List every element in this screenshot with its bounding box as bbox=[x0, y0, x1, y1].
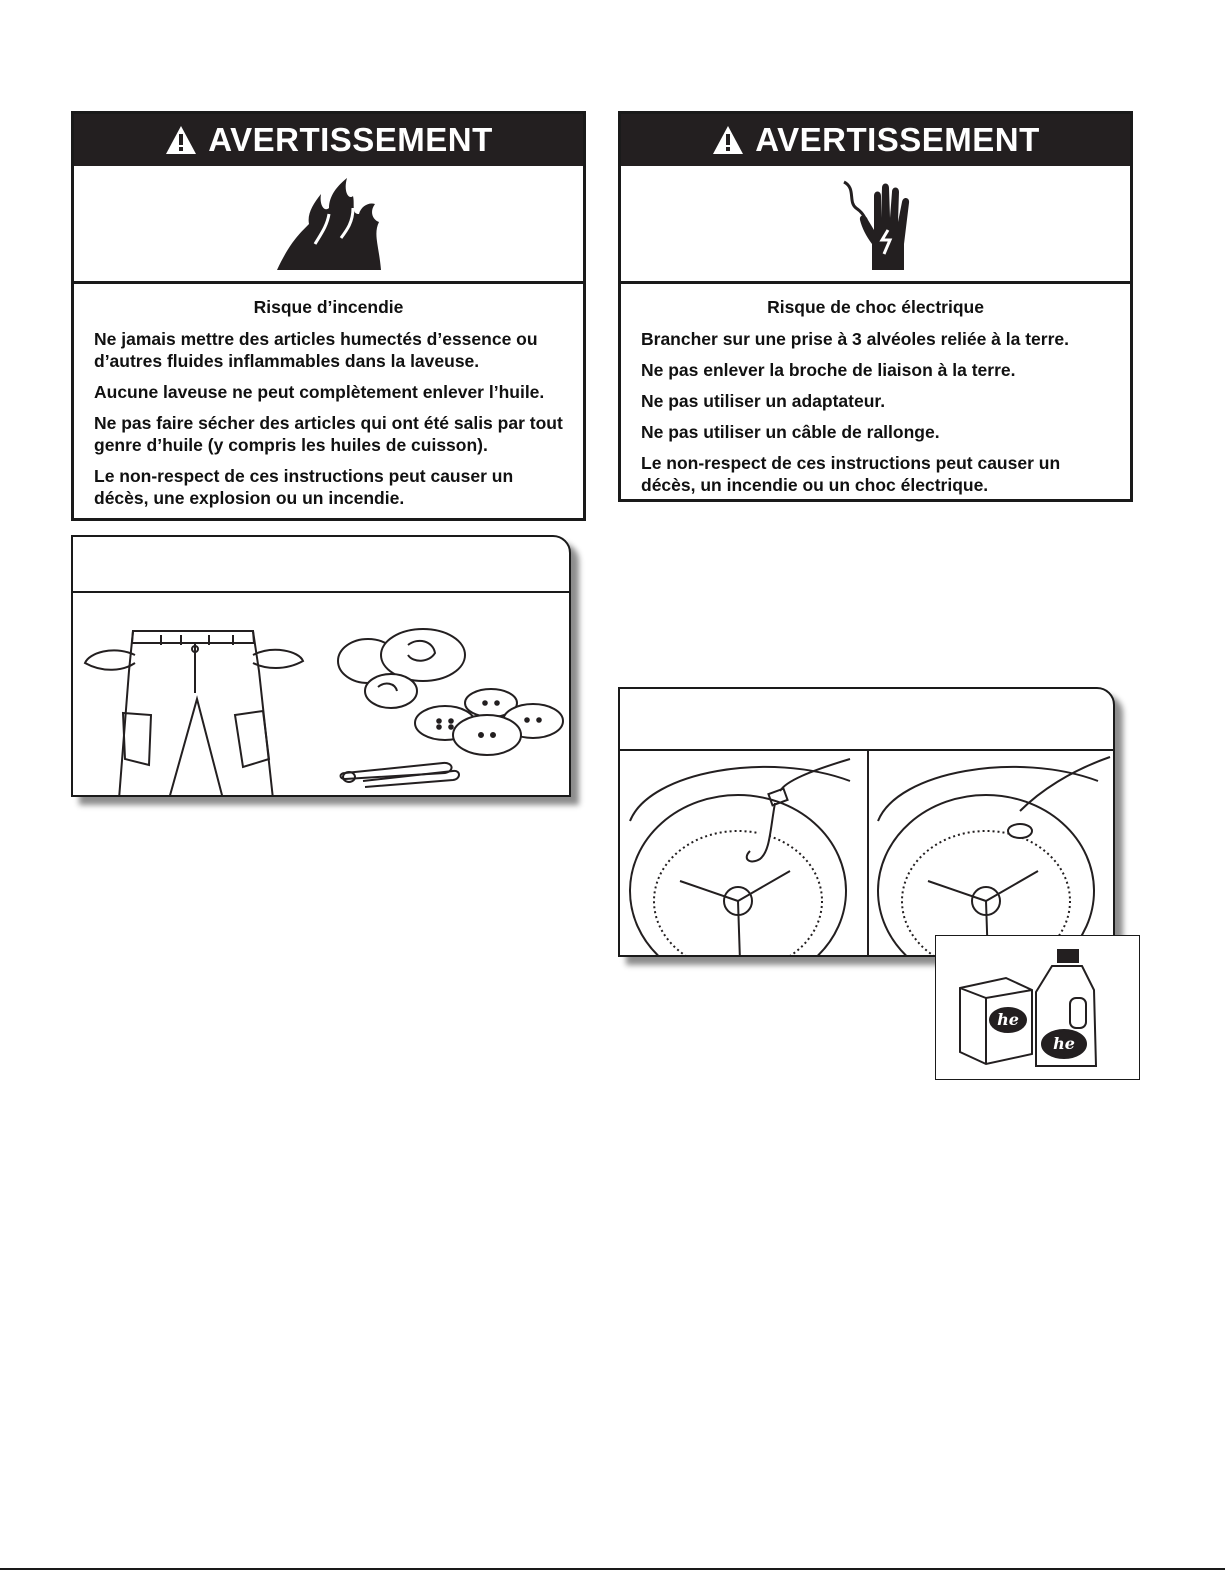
washer-tub-liquid-icon bbox=[630, 759, 850, 957]
warning-line: Ne jamais mettre des articles humectés d’essence ou d’autres fluides inflammables dans la laveuse. bbox=[94, 329, 538, 371]
pockets-illustration bbox=[73, 593, 571, 797]
page-bottom-rule bbox=[0, 1568, 1225, 1570]
warning-line: Aucune laveuse ne peut complètement enlever l’huile. bbox=[94, 382, 545, 402]
safety-pins-icon bbox=[341, 763, 460, 787]
fire-icon bbox=[269, 174, 389, 274]
he-logo-text: he bbox=[1053, 1034, 1075, 1053]
pants-icon bbox=[85, 631, 303, 797]
fire-warning-box bbox=[71, 111, 586, 521]
warning-line: Le non-respect de ces instructions peut causer un décès, un incendie ou un choc électrique. bbox=[641, 453, 1061, 495]
washer-illustration-panel bbox=[618, 687, 1115, 957]
he-logo-text: he bbox=[997, 1010, 1019, 1029]
electric-shock-hand-icon bbox=[826, 174, 926, 274]
warning-title: AVERTISSEMENT bbox=[755, 121, 1040, 158]
washer-tub-illustration bbox=[620, 751, 1115, 957]
warning-header bbox=[621, 114, 1130, 166]
panel-header bbox=[620, 689, 1113, 751]
coins-icon bbox=[338, 629, 465, 708]
he-detergent-illustration bbox=[936, 936, 1141, 1081]
warning-header bbox=[74, 114, 583, 166]
warning-line: Ne pas utiliser un câble de rallonge. bbox=[641, 422, 940, 442]
warning-triangle-icon bbox=[711, 124, 745, 156]
washer-tub-powder-icon bbox=[878, 757, 1110, 957]
risk-title: Risque d’incendie bbox=[253, 297, 404, 317]
warning-line: Brancher sur une prise à 3 alvéoles reliée à la terre. bbox=[641, 329, 1070, 349]
pockets-illustration-panel bbox=[71, 535, 571, 797]
he-detergent-box bbox=[935, 935, 1140, 1080]
warning-line: Ne pas enlever la broche de liaison à la terre. bbox=[641, 360, 1016, 380]
warning-line: Ne pas faire sécher des articles qui ont été salis par tout genre d’huile (y compris les huiles de cuisson). bbox=[94, 413, 563, 455]
warning-line: Ne pas utiliser un adaptateur. bbox=[641, 391, 886, 411]
risk-title: Risque de choc électrique bbox=[767, 297, 984, 317]
detergent-box-icon bbox=[960, 978, 1032, 1064]
panel-header bbox=[73, 537, 569, 593]
warning-triangle-icon bbox=[164, 124, 198, 156]
buttons-icon bbox=[415, 689, 563, 755]
warning-line: Le non-respect de ces instructions peut causer un décès, une explosion ou un incendie. bbox=[94, 466, 514, 508]
shock-warning-box bbox=[618, 111, 1133, 502]
warning-title: AVERTISSEMENT bbox=[208, 121, 493, 158]
